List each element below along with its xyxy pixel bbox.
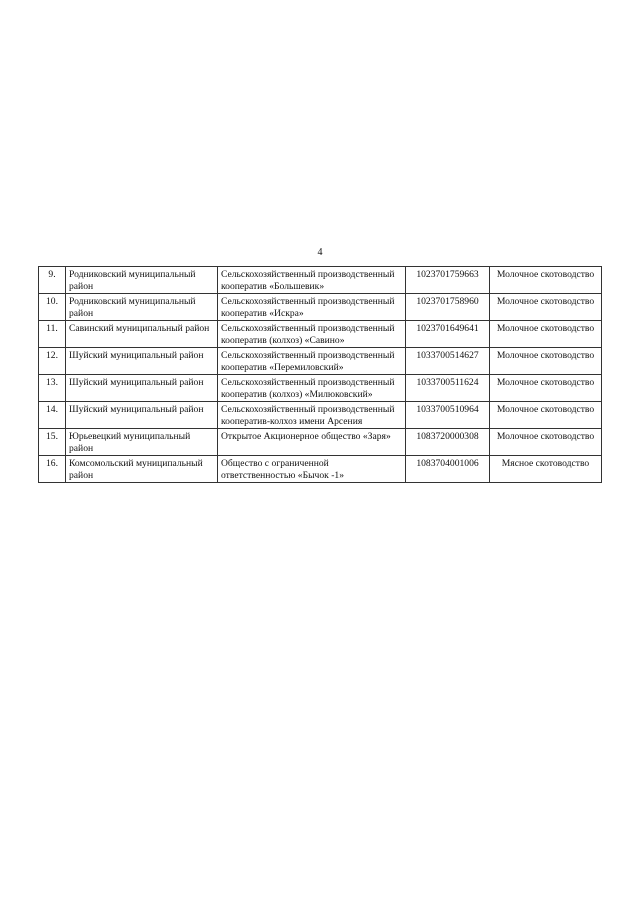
row-number: 14. <box>39 402 66 429</box>
ogrn-cell: 1033700511624 <box>406 375 490 402</box>
district-cell: Шуйский муниципальный район <box>66 375 218 402</box>
ogrn-cell: 1023701758960 <box>406 294 490 321</box>
district-cell: Шуйский муниципальный район <box>66 402 218 429</box>
registry-table-body <box>39 267 602 483</box>
organization-cell: Открытое Акционерное общество «Заря» <box>218 429 406 456</box>
row-number: 15. <box>39 429 66 456</box>
ogrn-cell: 1033700510964 <box>406 402 490 429</box>
organization-cell: Сельскохозяйственный производственный кооператив-колхоз имени Арсения <box>218 402 406 429</box>
table-row <box>39 267 602 294</box>
activity-cell: Молочное скотоводство <box>490 321 602 348</box>
activity-cell: Молочное скотоводство <box>490 429 602 456</box>
organization-cell: Сельскохозяйственный производственный кооператив «Искра» <box>218 294 406 321</box>
activity-cell: Мясное скотоводство <box>490 456 602 483</box>
activity-cell: Молочное скотоводство <box>490 267 602 294</box>
activity-cell: Молочное скотоводство <box>490 294 602 321</box>
activity-cell: Молочное скотоводство <box>490 375 602 402</box>
activity-cell: Молочное скотоводство <box>490 348 602 375</box>
organization-cell: Сельскохозяйственный производственный кооператив «Перемиловский» <box>218 348 406 375</box>
row-number: 13. <box>39 375 66 402</box>
table-row <box>39 294 602 321</box>
table-row <box>39 321 602 348</box>
ogrn-cell: 1023701649641 <box>406 321 490 348</box>
district-cell: Родниковский муниципальный район <box>66 294 218 321</box>
activity-cell: Молочное скотоводство <box>490 402 602 429</box>
ogrn-cell: 1083704001006 <box>406 456 490 483</box>
district-cell: Комсомольский муниципальный район <box>66 456 218 483</box>
organization-cell: Сельскохозяйственный производственный кооператив (колхоз) «Милюковский» <box>218 375 406 402</box>
table-row <box>39 348 602 375</box>
organization-cell: Общество с ограниченной ответственностью «Бычок -1» <box>218 456 406 483</box>
ogrn-cell: 1023701759663 <box>406 267 490 294</box>
row-number: 12. <box>39 348 66 375</box>
organization-cell: Сельскохозяйственный производственный кооператив «Большевик» <box>218 267 406 294</box>
ogrn-cell: 1083720000308 <box>406 429 490 456</box>
table-row <box>39 402 602 429</box>
ogrn-cell: 1033700514627 <box>406 348 490 375</box>
row-number: 10. <box>39 294 66 321</box>
table-row <box>39 375 602 402</box>
district-cell: Юрьевецкий муниципальный район <box>66 429 218 456</box>
district-cell: Савинский муниципальный район <box>66 321 218 348</box>
registry-table <box>38 266 602 483</box>
organization-cell: Сельскохозяйственный производственный кооператив (колхоз) «Савино» <box>218 321 406 348</box>
table-row <box>39 429 602 456</box>
district-cell: Родниковский муниципальный район <box>66 267 218 294</box>
table-row <box>39 456 602 483</box>
district-cell: Шуйский муниципальный район <box>66 348 218 375</box>
row-number: 11. <box>39 321 66 348</box>
row-number: 16. <box>39 456 66 483</box>
page-number: 4 <box>317 247 323 258</box>
row-number: 9. <box>39 267 66 294</box>
